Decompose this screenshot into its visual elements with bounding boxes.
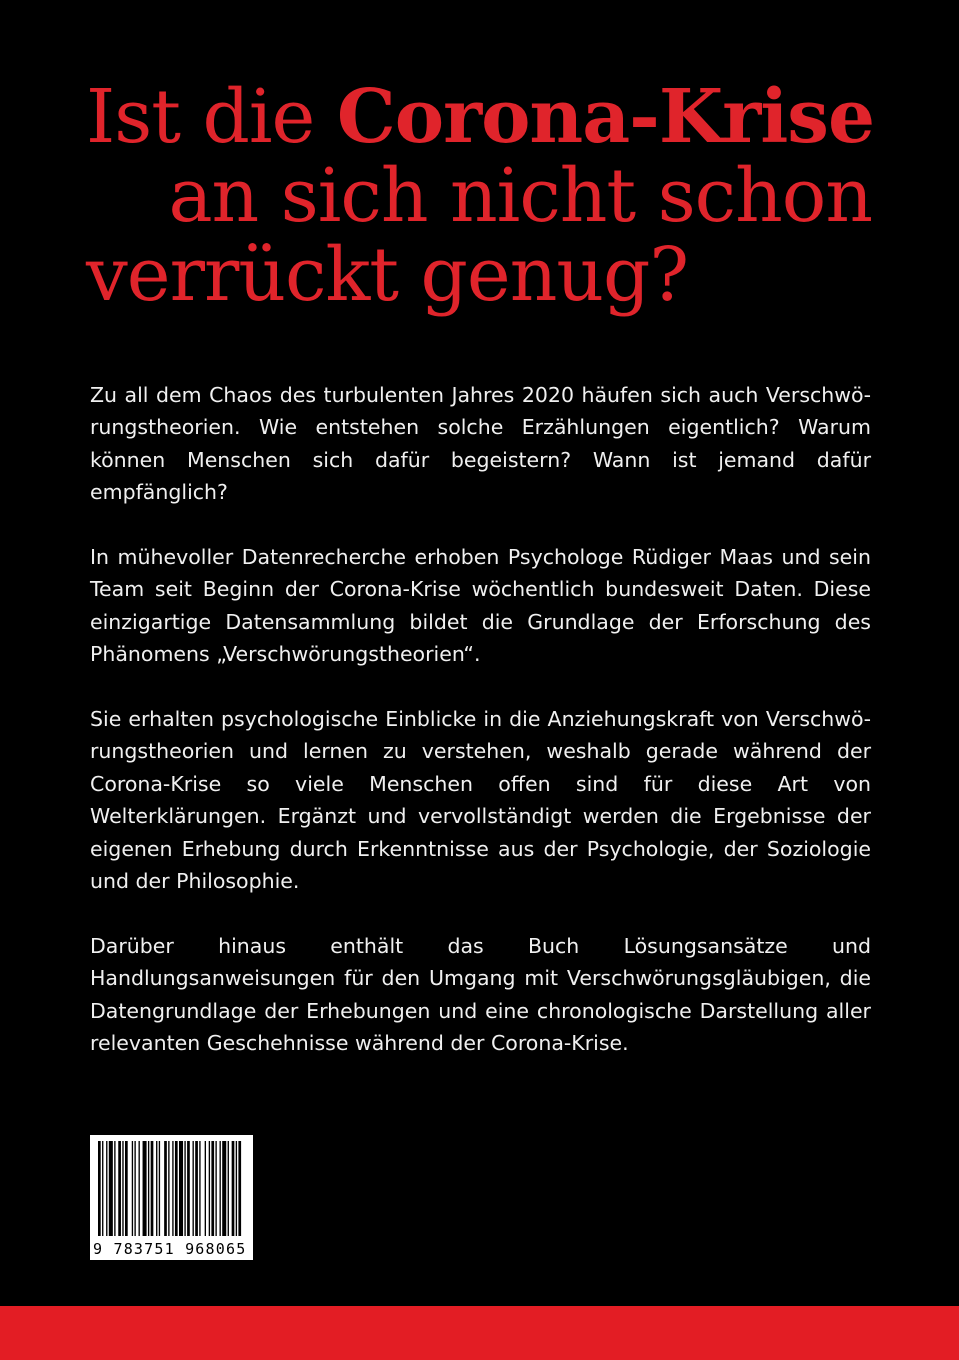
barcode-bar: [209, 1141, 210, 1236]
barcode-bar: [236, 1141, 237, 1236]
blurb-text: [90, 379, 871, 1092]
blurb-paragraph-1: Zu all dem Chaos des turbulenten Jahres 2020 häufen sich auch Verschwörungstheorien. Wie entstehen solche Erzählungen eigentlich? Warum können Menschen sich dafür begeistern? Wann ist jemand dafür empfänglich?: [90, 383, 871, 505]
barcode-bar: [205, 1141, 206, 1236]
barcode-bar: [172, 1141, 173, 1236]
barcode-bar: [118, 1141, 121, 1236]
isbn-digits: 9 783751 968065: [93, 1240, 247, 1258]
isbn-barcode: [90, 1135, 253, 1260]
footer-color-band: [0, 1306, 959, 1360]
headline-line-1-regular: Ist die: [86, 74, 337, 160]
barcode-bar: [220, 1141, 221, 1236]
headline-line-1: [86, 74, 875, 160]
barcode-bar: [179, 1141, 183, 1236]
barcode-bar: [238, 1141, 241, 1236]
blurb-paragraph-2: In mühevoller Datenrecherche erhoben Psychologe Rüdiger Maas und sein Team seit Beginn der Corona-Krise wöchentlich bundesweit Daten. Diese einzigartige Datensammlung bildet die Grundlage der Erforschung des Phänomens „Verschwörungstheorien“.: [90, 545, 871, 667]
barcode-bar: [98, 1141, 101, 1236]
barcode-bar: [125, 1141, 128, 1236]
barcode-bar: [228, 1141, 229, 1236]
barcode-bar: [106, 1141, 107, 1236]
barcode-bar: [193, 1141, 194, 1236]
headline-line-3: verrückt genug?: [86, 232, 689, 318]
barcode-bar: [143, 1141, 147, 1236]
barcode-bar: [199, 1141, 200, 1236]
barcode-bar: [114, 1141, 115, 1236]
blurb-paragraph-4: Darüber hinaus enthält das Buch Lösungsansätze und Handlungsanweisungen für den Umgang mit Verschwörungsgläubigen, die Datengrundlage der Erhebungen und eine chronologische Darstellung aller relevanten Geschehnisse während der Corona-Krise.: [90, 933, 871, 1056]
barcode-bar: [232, 1141, 235, 1236]
barcode-bar: [151, 1141, 154, 1236]
barcode-bar: [132, 1141, 133, 1236]
barcode-bar: [215, 1141, 216, 1236]
barcode-bar: [139, 1141, 140, 1236]
barcode-bar: [109, 1141, 113, 1236]
barcode-bar: [168, 1141, 169, 1236]
barcode-bar: [102, 1141, 103, 1236]
barcode-bar: [156, 1141, 157, 1236]
barcode-bar: [184, 1141, 185, 1236]
headline-line-1-bold: Corona-Krise: [336, 74, 875, 160]
barcode-bar: [159, 1141, 160, 1236]
barcode-bar: [187, 1141, 190, 1236]
barcode-bar: [134, 1141, 135, 1236]
barcode-bar: [175, 1141, 178, 1236]
barcode-bar: [122, 1141, 123, 1236]
headline-line-2: an sich nicht schon: [168, 153, 872, 239]
blurb-paragraph-3: Sie erhalten psychologische Einblicke in die Anziehungskraft von Verschwörungstheorien und lernen zu verstehen, weshalb gerade während der Corona-Krise so viele Menschen offen sind für diese Art von Welterklärungen. Ergänzt und vervollständigt werden die Ergebnisse der eigenen Erhebung durch Erkenntnisse aus der Psychologie, der Soziologie und der Philosophie.: [90, 707, 871, 894]
barcode-bar: [148, 1141, 149, 1236]
barcode-bar: [222, 1141, 226, 1236]
barcode-bar: [164, 1141, 167, 1236]
barcode-bar: [211, 1141, 214, 1236]
barcode-bar: [195, 1141, 198, 1236]
headline: [86, 74, 875, 318]
